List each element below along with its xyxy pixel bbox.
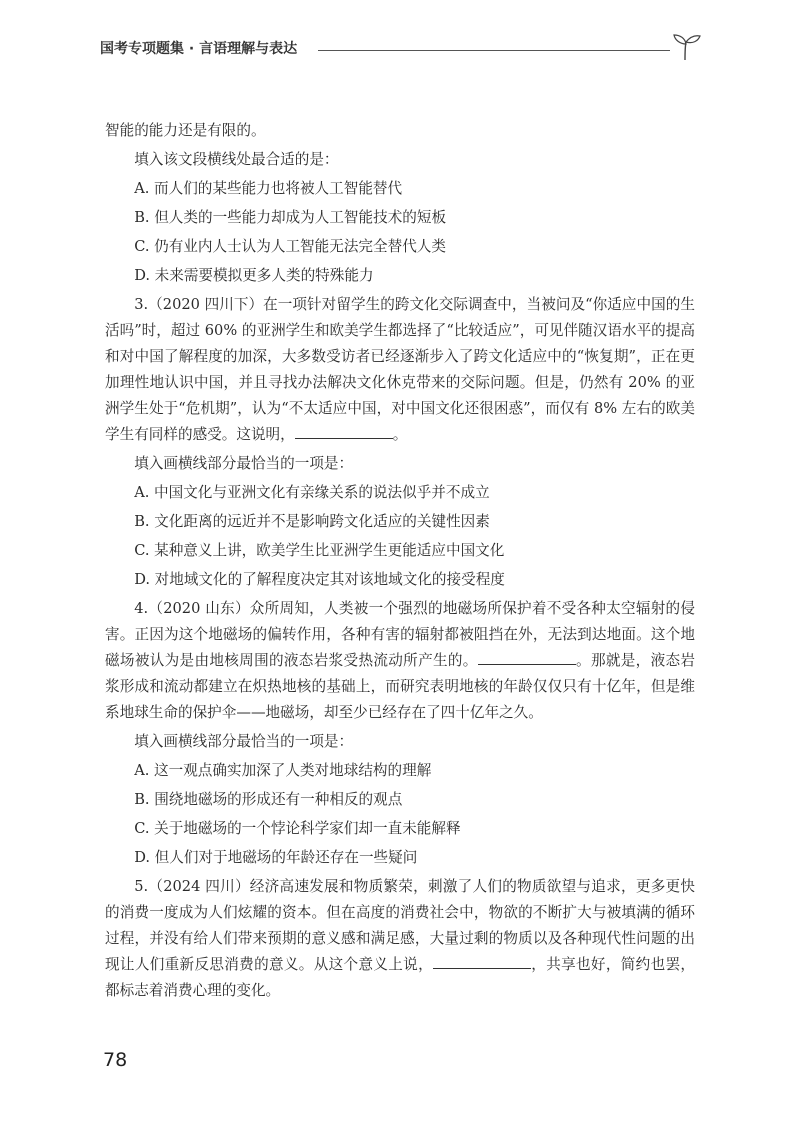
q2-option-a: A. 而人们的某些能力也将被人工智能替代: [134, 180, 403, 197]
question-content: [105, 118, 695, 1007]
header-title: 国考专项题集 · 言语理解与表达: [100, 41, 298, 57]
q3-option-a: A. 中国文化与亚洲文化有亲缘关系的说法似乎并不成立: [134, 484, 490, 501]
sprout-icon: [668, 32, 702, 62]
q4-option-d: D. 但人们对于地磁场的年龄还存在一些疑问: [134, 849, 418, 866]
q4-text-before: 4.（2020 山东）众所周知，人类被一个强烈的地磁场所保护着不受各种太空辐射的侵害。正因为这个地磁场的偏转作用，各种有害的辐射都被阻挡在外，无法到达地面。这个地磁场被认为是由地核周围的液态岩浆受热流动所产生的。: [105, 600, 695, 669]
q4-option-a: A. 这一观点确实加深了人类对地球结构的理解: [134, 762, 432, 779]
q3-stem: [105, 292, 695, 448]
q4-stem: [105, 596, 695, 726]
q5-text-after: ，共享也好，简约也罢，都标志着消费心理的变化。: [105, 956, 695, 999]
q4-option-c: C. 关于地磁场的一个悖论科学家们却一直未能解释: [134, 820, 461, 837]
q5-text-before: 5.（2024 四川）经济高速发展和物质繁荣，刺激了人们的物质欲望与追求，更多更快的消费一度成为人们炫耀的资本。但在高度的消费社会中，物欲的不断扩大与被填满的循环过程，并没有给人们带来预期的意义感和满足感，大量过剩的物质以及各种现代性问题的出现让人们重新反思消费的意义。从这个意义上说，: [105, 878, 695, 973]
q2-prompt: 填入该文段横线处最合适的是：: [134, 151, 339, 168]
page-header: [100, 38, 700, 68]
q3-option-b: B. 文化距离的远近并不是影响跨文化适应的关键性因素: [134, 513, 490, 530]
q3-prompt: 填入画横线部分最恰当的一项是：: [134, 455, 354, 472]
q2-continuation: 智能的能力还是有限的。: [105, 122, 266, 139]
q5-stem: [105, 874, 695, 1004]
q2-option-d: D. 未来需要模拟更多人类的特殊能力: [134, 267, 374, 284]
header-divider: [318, 50, 670, 51]
q2-option-c: C. 仍有业内人士认为人工智能无法完全替代人类: [134, 238, 446, 255]
q4-text-after: 。那就是，液态岩浆形成和流动都建立在炽热地核的基础上，而研究表明地核的年龄仅仅只有十亿年，但是维系地球生命的保护伞——地磁场，却至少已经存在了四十亿年之久。: [105, 652, 695, 721]
q3-blank: [295, 422, 393, 439]
q3-end: 。: [392, 426, 408, 443]
q3-text: 3.（2020 四川下）在一项针对留学生的跨文化交际调查中，当被问及“你适应中国的生活吗”时，超过 60% 的亚洲学生和欧美学生都选择了“比较适应”，可见伴随汉语水平的提高和对中国了解程度的加深，大多数受访者已经逐渐步入了跨文化适应中的“恢复期”，正在更加理性地认识中国，并且寻找办法解决文化休克带来的交际问题。但是，仍然有 20% 的亚洲学生处于“危机期”，认为“不太适应中国，对中国文化还很困惑”，而仅有 8% 左右的欧美学生有同样的感受。这说明，: [105, 296, 695, 443]
q4-blank: [478, 648, 576, 665]
q4-option-b: B. 围绕地磁场的形成还有一种相反的观点: [134, 791, 403, 808]
q4-prompt: 填入画横线部分最恰当的一项是：: [134, 733, 354, 750]
q3-option-d: D. 对地域文化的了解程度决定其对该地域文化的接受程度: [134, 571, 505, 588]
page-number: 78: [103, 1049, 128, 1071]
q2-option-b: B. 但人类的一些能力却成为人工智能技术的短板: [134, 209, 447, 226]
q5-blank: [433, 952, 531, 969]
q3-option-c: C. 某种意义上讲，欧美学生比亚洲学生更能适应中国文化: [134, 542, 505, 559]
